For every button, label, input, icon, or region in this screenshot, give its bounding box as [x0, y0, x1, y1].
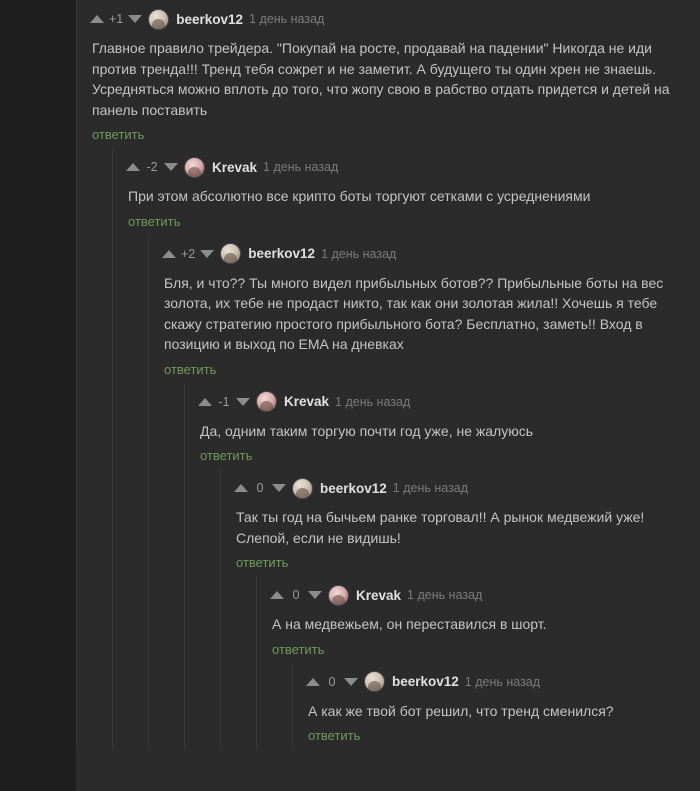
comment-timestamp: 1 день назад: [392, 481, 469, 495]
comment-score: 0: [328, 674, 336, 689]
comment-score: +2: [181, 246, 196, 261]
avatar[interactable]: [256, 391, 277, 412]
comment-timestamp: 1 день назад: [321, 246, 397, 261]
comment-timestamp: 1 день назад: [464, 674, 541, 689]
thread-rail: [76, 0, 77, 749]
comment-author[interactable]: Krevak: [212, 159, 258, 175]
reply-button[interactable]: ответить: [236, 555, 289, 570]
thread-rail: [220, 469, 221, 749]
comment-author[interactable]: beerkov12: [320, 480, 387, 496]
reply-button[interactable]: ответить: [128, 213, 181, 229]
comment-children: [148, 235, 700, 750]
comment-timestamp: 1 день назад: [263, 160, 339, 174]
triangle-up-icon[interactable]: [126, 163, 140, 171]
triangle-down-icon[interactable]: [200, 250, 214, 258]
vote-controls[interactable]: [306, 675, 358, 689]
comment-score: 0: [292, 588, 300, 602]
reply-button[interactable]: ответить: [308, 728, 361, 743]
avatar[interactable]: [220, 243, 241, 264]
comment-header: [162, 238, 700, 266]
triangle-up-icon[interactable]: [162, 250, 176, 258]
comment-score: -1: [218, 394, 230, 409]
thread-rail: [256, 576, 257, 749]
comment-children: [220, 469, 700, 749]
reply-button[interactable]: ответить: [92, 127, 145, 142]
comment-author[interactable]: beerkov12: [176, 11, 244, 27]
avatar[interactable]: [184, 157, 205, 178]
triangle-down-icon[interactable]: [164, 163, 178, 171]
triangle-down-icon[interactable]: [344, 678, 358, 686]
triangle-up-icon[interactable]: [306, 678, 320, 686]
comment-item: [112, 148, 700, 749]
comment-timestamp: 1 день назад: [249, 12, 325, 26]
triangle-down-icon[interactable]: [128, 15, 142, 23]
comment-item: [76, 0, 700, 749]
comment-body: А как же твой бот решил, что тренд сменился?: [308, 702, 614, 719]
triangle-down-icon[interactable]: [272, 484, 286, 492]
comment-header: [234, 472, 700, 500]
comment-author[interactable]: Krevak: [284, 394, 330, 409]
vote-controls[interactable]: [126, 160, 178, 174]
avatar[interactable]: [148, 9, 169, 30]
comment-children: [184, 383, 700, 750]
comment-children: [292, 663, 700, 750]
comment-timestamp: 1 день назад: [407, 588, 483, 602]
comment-author[interactable]: Krevak: [356, 587, 402, 603]
page-left-gutter: [0, 0, 76, 791]
thread-rail: [292, 663, 293, 750]
triangle-up-icon[interactable]: [234, 484, 248, 492]
comment-children: [112, 148, 700, 749]
thread-rail: [184, 383, 185, 750]
triangle-down-icon[interactable]: [308, 591, 322, 599]
comment-header: [306, 666, 700, 694]
vote-controls[interactable]: [234, 481, 286, 495]
triangle-down-icon[interactable]: [236, 398, 250, 406]
vote-controls[interactable]: [90, 12, 142, 26]
vote-controls[interactable]: [270, 588, 322, 602]
comment-body: Так ты год на бычьем ранке торговал!! А рынок медвежий уже! Слепой, если не видишь!: [236, 509, 645, 546]
comment-item: [256, 576, 700, 749]
triangle-up-icon[interactable]: [198, 398, 212, 406]
comment-body: Главное правило трейдера. "Покупай на росте, продавай на падении" Никогда не иди против тренда!!! Тренд тебя сожрет и не заметит. А будущего ты один хрен не знаешь. Усредняться можно вплоть до того, что жопу свою в рабство отдать придется и детей на панель поставить: [92, 40, 670, 118]
comment-score: +1: [109, 12, 124, 26]
comment-header: [126, 151, 700, 179]
comment-item: [292, 663, 700, 750]
vote-controls[interactable]: [198, 395, 250, 409]
comment-timestamp: 1 день назад: [335, 394, 411, 409]
avatar[interactable]: [364, 671, 385, 692]
avatar[interactable]: [328, 585, 349, 606]
comment-item: [184, 383, 700, 750]
triangle-up-icon[interactable]: [270, 591, 284, 599]
reply-button[interactable]: ответить: [164, 361, 217, 377]
triangle-up-icon[interactable]: [90, 15, 104, 23]
thread-rail: [112, 148, 113, 749]
comment-header: [90, 3, 700, 31]
comment-header: [198, 386, 700, 414]
thread-rail: [148, 235, 149, 750]
reply-button[interactable]: ответить: [200, 448, 253, 463]
reply-button[interactable]: ответить: [272, 641, 325, 657]
comment-body: При этом абсолютно все крипто боты торгуют сетками с усреднениями: [128, 188, 591, 204]
comment-item: [220, 469, 700, 749]
avatar[interactable]: [292, 478, 313, 499]
comment-body: Да, одним таким торгую почти год уже, не жалуюсь: [200, 422, 534, 439]
comment-body: Бля, и что?? Ты много видел прибыльных ботов?? Прибыльные боты на вес золота, их тебе не продаст никто, так как они золотая жила!! Хочешь я тебе скажу стратегию простого прибыльного бота? Бесплатно, заметь!! Вход в позицию и выход по EMA на дневках: [164, 274, 664, 352]
comment-item: [148, 235, 700, 750]
comment-thread: [76, 0, 700, 749]
comment-score: 0: [256, 481, 264, 495]
comment-author[interactable]: beerkov12: [248, 246, 316, 261]
comment-children: [256, 576, 700, 749]
vote-controls[interactable]: [162, 247, 214, 261]
comment-body: А на медвежьем, он переставился в шорт.: [272, 616, 547, 632]
comment-header: [270, 579, 700, 607]
comment-author[interactable]: beerkov12: [392, 674, 459, 689]
comment-score: -2: [146, 160, 158, 174]
